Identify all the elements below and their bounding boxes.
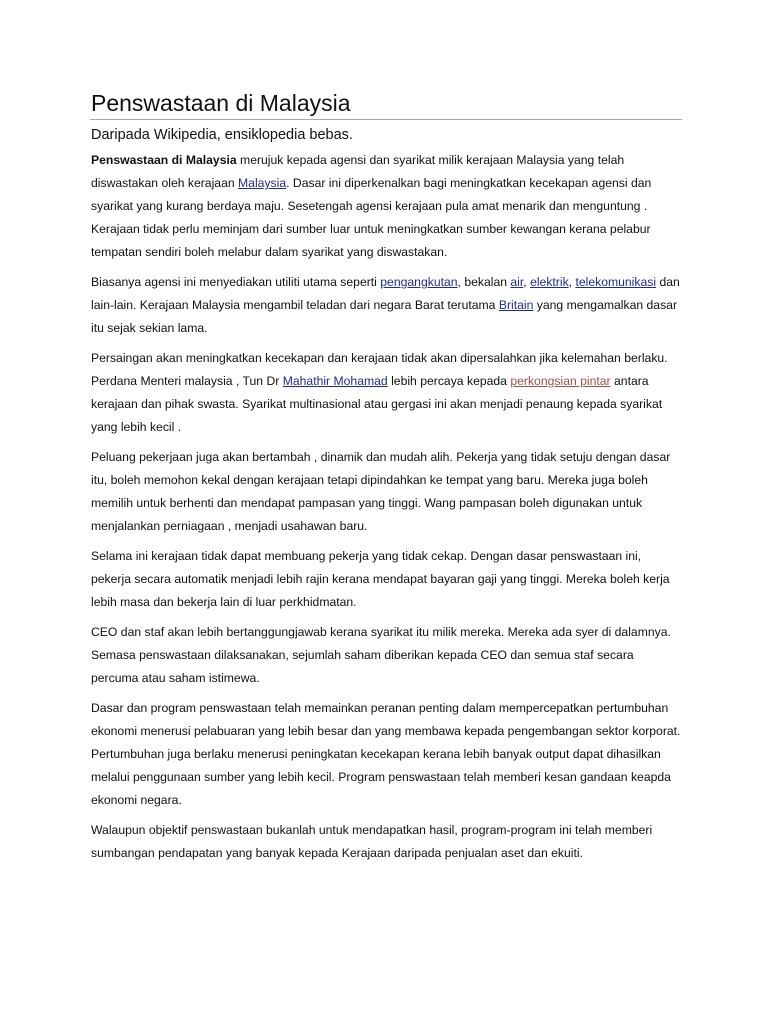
text: . Dasar ini diperkenalkan bagi meningkatkan kecekapan agensi dan syarikat yang kurang berdaya maju. Sesetengah agensi kerajaan pula amat menarik dan menguntung . Kerajaan tidak perlu meminjam dari sumber luar untuk meningkatkan sumber kewangan kerana pelabur tempatan sendiri boleh melabur dalam syarikat yang diswastakan. [91,176,652,259]
text: merujuk kepada agensi dan syarikat milik kerajaan Malaysia yang telah diswastakan oleh kerajaan [91,153,625,190]
text: , bekalan [457,275,511,289]
paragraph-7: Dasar dan program penswastaan telah memainkan peranan penting dalam mempercepatkan pertumbuhan ekonomi menerusi pelabuaran yang lebih besar dan yang membawa kepada pengembangan sektor korporat. Pertumbuhan juga berlaku menerusi peningkatan kecekapan kerana lebih banyak output dapat dihasilkan melalui penggunaan sumber yang lebih kecil. Program penswastaan telah memberi kesan gandaan keapda ekonomi negara. [91,701,681,807]
text: antara kerajaan dan pihak swasta. Syarikat multinasional atau gergasi ini akan menjadi penaung kepada syarikat yang lebih kecil . [91,374,663,434]
link-britain[interactable]: Britain [498,298,534,312]
paragraph-3 [91,347,682,439]
paragraph-6: CEO dan staf akan lebih bertanggungjawab kerana syarikat itu milik mereka. Mereka ada syer di dalamnya. Semasa penswastaan dilaksanakan, sejumlah saham diberikan kepada CEO dan semua staf secara percuma atau saham istimewa. [91,625,671,685]
link-mahathir-mohamad[interactable]: Mahathir Mohamad [282,374,388,388]
text: lebih percaya kepada [387,374,511,388]
article [90,88,682,872]
page-subtitle: Daripada Wikipedia, ensiklopedia bebas. [91,127,353,143]
lead-term: Penswastaan di Malaysia [91,153,237,167]
link-elektrik[interactable]: elektrik [530,275,569,289]
paragraph-8: Walaupun objektif penswastaan bukanlah untuk mendapatkan hasil, program-program ini telah memberi sumbangan pendapatan yang banyak kepada Kerajaan daripada penjualan aset dan ekuiti. [91,823,653,860]
text: Biasanya agensi ini menyediakan utiliti utama seperti [91,275,381,289]
paragraph-1 [91,149,682,264]
text: , [568,275,576,289]
text: yang mengamalkan dasar itu sejak sekian lama. [91,298,678,335]
page-title: Penswastaan di Malaysia [90,88,682,120]
link-air[interactable]: air [510,275,524,289]
text: dan lain-lain. Kerajaan Malaysia mengambil teladan dari negara Barat terutama [91,275,680,312]
link-pengangkutan[interactable]: pengangkutan [380,275,458,289]
paragraph-4: Peluang pekerjaan juga akan bertambah , dinamik dan mudah alih. Pekerja yang tidak setuju dengan dasar itu, boleh memohon kekal dengan kerajaan tetapi dipindahkan ke tempat yang baru. Mereka juga boleh memilih untuk berhenti dan mendapat pampasan yang tinggi. Wang pampasan boleh digunakan untuk menjalankan perniagaan , menjadi usahawan baru. [91,450,671,533]
paragraph-5: Selama ini kerajaan tidak dapat membuang pekerja yang tidak cekap. Dengan dasar penswastaan ini, pekerja secara automatik menjadi lebih rajin kerana mendapat bayaran gaji yang tinggi. Mereka boleh kerja lebih masa dan bekerja lain di luar perkhidmatan. [91,549,670,609]
text: , [523,275,531,289]
link-telekomunikasi[interactable]: telekomunikasi [575,275,657,289]
text: Persaingan akan meningkatkan kecekapan dan kerajaan tidak akan dipersalahkan jika kelemahan berlaku. Perdana Menteri malaysia , Tun Dr [91,351,668,388]
link-malaysia[interactable]: Malaysia [238,176,287,190]
paragraph-2 [91,271,682,340]
link-perkongsian-pintar[interactable]: perkongsian pintar [510,374,611,388]
